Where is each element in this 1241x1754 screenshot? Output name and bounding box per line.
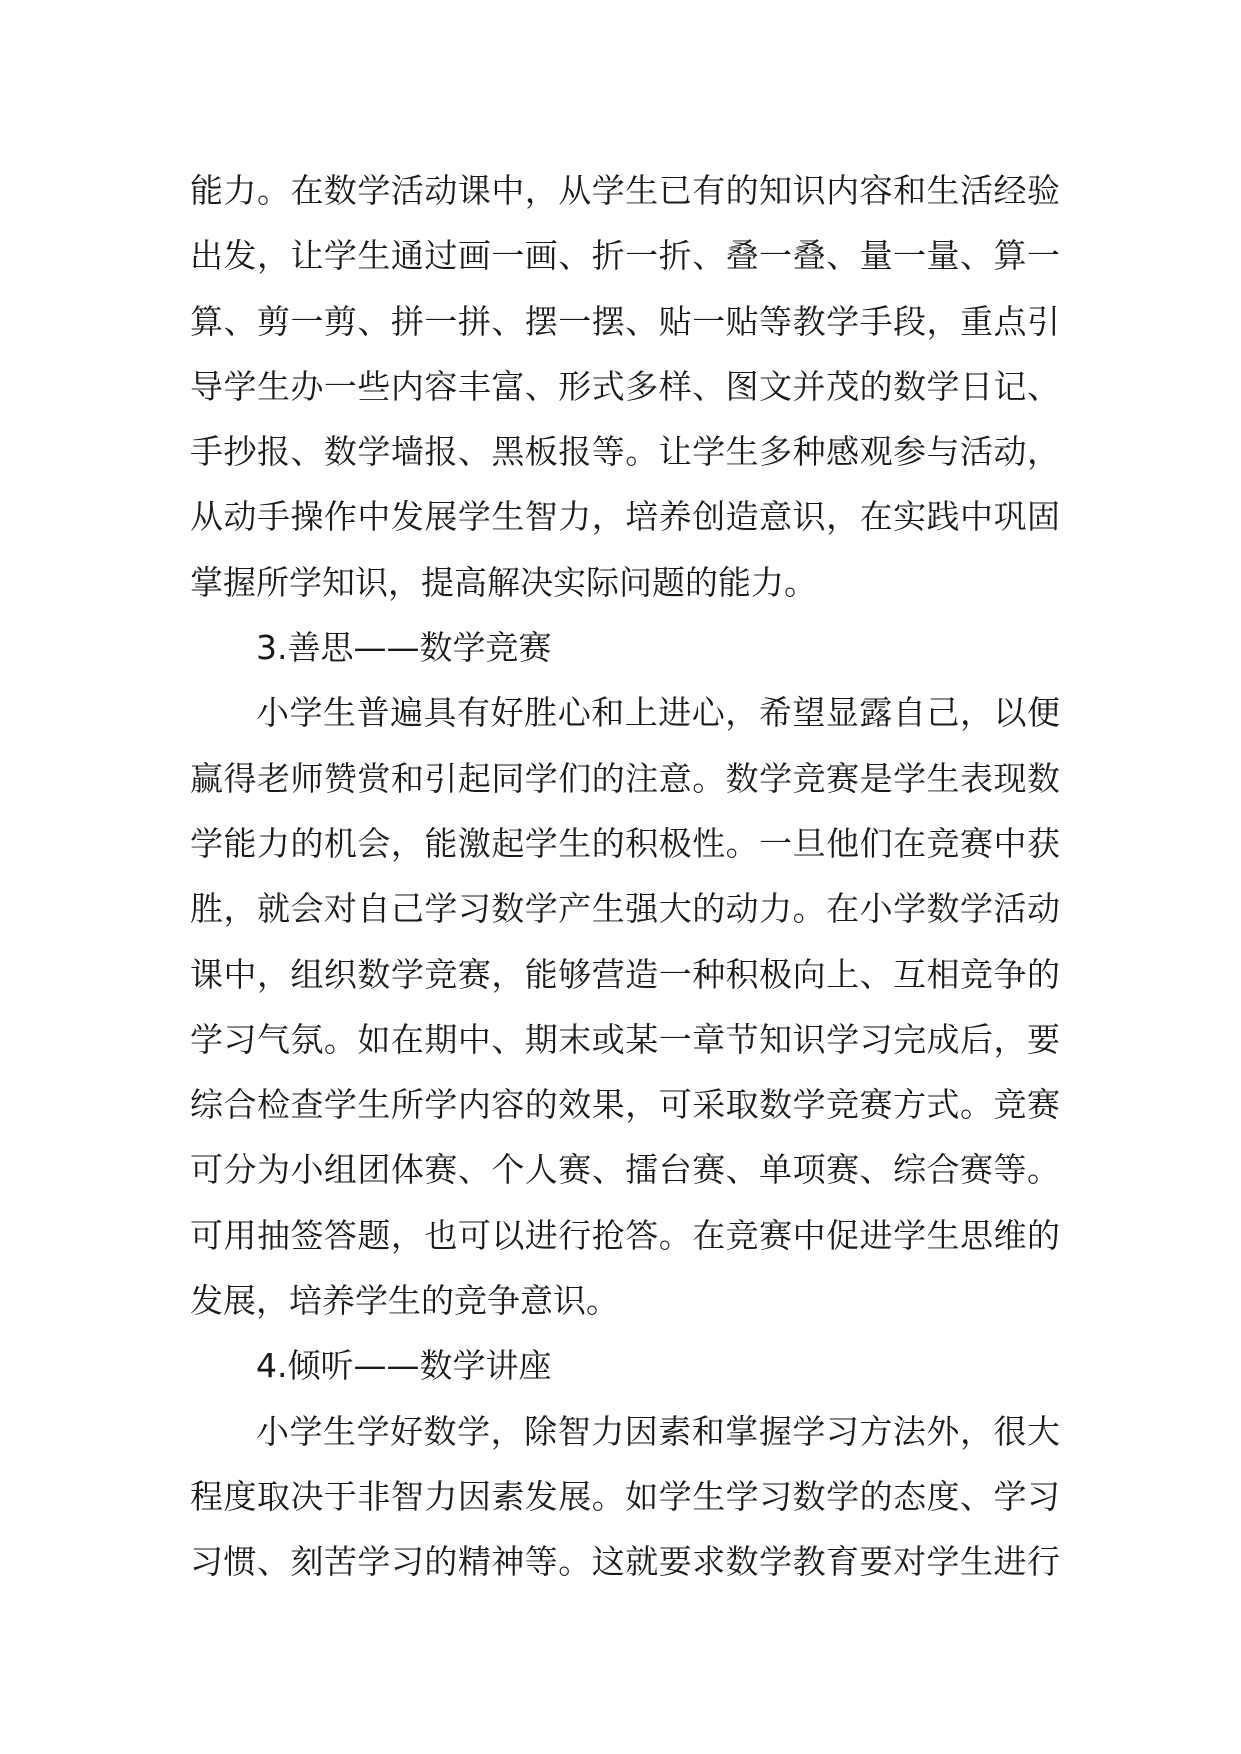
text-line: 胜，就会对自己学习数学产生强大的动力。在小学数学活动 (190, 889, 1060, 929)
text-line: 能力。在数学活动课中，从学生已有的知识内容和生活经验 (190, 171, 1060, 210)
text-line: 出发，让学生通过画一画、折一折、叠一叠、量一量、算一 (190, 236, 1060, 276)
text-line: 赢得老师赞赏和引起同学们的注意。数学竞赛是学生表现数 (190, 758, 1060, 798)
text-line: 可分为小组团体赛、个人赛、擂台赛、单项赛、综合赛等。 (190, 1150, 1060, 1190)
paragraph-3 (190, 1399, 1060, 1595)
document-body (190, 158, 1060, 1595)
text-line: 综合检查学生所学内容的效果，可采取数学竞赛方式。竞赛 (190, 1085, 1060, 1125)
text-line: 课中，组织数学竞赛，能够营造一种积极向上、互相竞争的 (190, 954, 1060, 994)
text-line: 可用抽签答题，也可以进行抢答。在竞赛中促进学生思维的 (190, 1215, 1060, 1255)
text-line: 掌握所学知识，提高解决实际问题的能力。 (190, 562, 817, 602)
text-line: 发展，培养学生的竞争意识。 (190, 1281, 619, 1321)
text-line: 习惯、刻苦学习的精神等。这就要求数学教育要对学生进行 (190, 1542, 1060, 1582)
text-line: 从动手操作中发展学生智力，培养创造意识，在实践中巩固 (190, 497, 1060, 537)
text-line: 小学生学好数学，除智力因素和掌握学习方法外，很大 (256, 1411, 1060, 1451)
text-line: 程度取决于非智力因素发展。如学生学习数学的态度、学习 (190, 1476, 1060, 1516)
paragraph-1 (190, 158, 1060, 615)
text-line: 小学生普遍具有好胜心和上进心，希望显露自己，以便 (256, 693, 1060, 733)
text-line: 算、剪一剪、拼一拼、摆一摆、贴一贴等教学手段，重点引 (190, 301, 1060, 341)
text-line: 导学生办一些内容丰富、形式多样、图文并茂的数学日记、 (190, 366, 1060, 406)
paragraph-2 (190, 680, 1060, 1333)
text-line: 学能力的机会，能激起学生的积极性。一旦他们在竞赛中获 (190, 823, 1060, 863)
text-line: 手抄报、数学墙报、黑板报等。让学生多种感观参与活动， (190, 432, 1060, 472)
section-heading-4: 4.倾听——数学讲座 (256, 1346, 552, 1386)
section-heading-3: 3.善思——数学竞赛 (256, 628, 552, 668)
text-line: 学习气氛。如在期中、期末或某一章节知识学习完成后，要 (190, 1019, 1060, 1059)
